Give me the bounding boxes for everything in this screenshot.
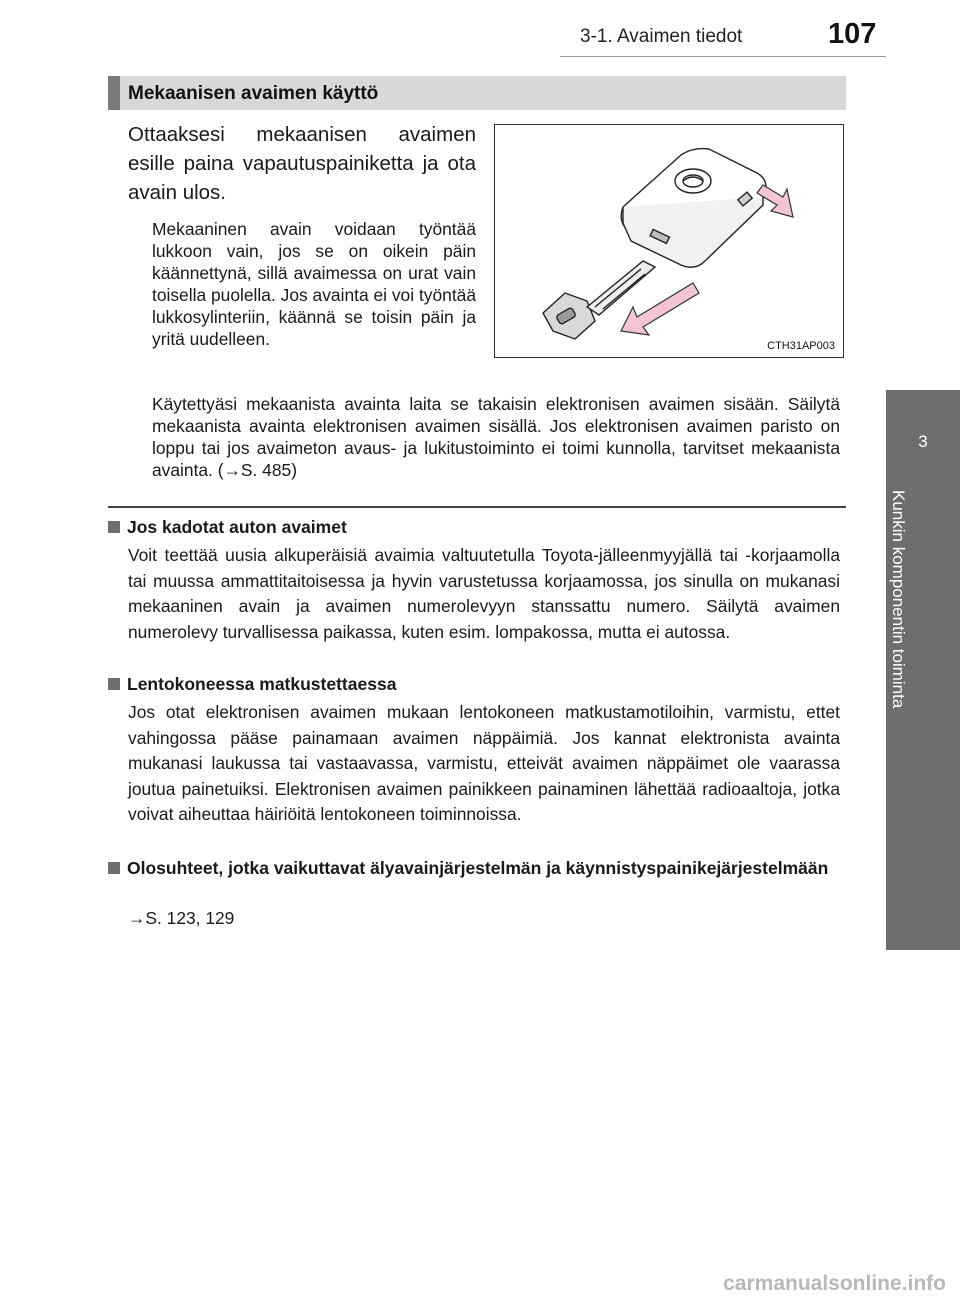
subsection-reference: →S. 123, 129 bbox=[128, 908, 235, 928]
subsection-body: Voit teettää uusia alkuperäisiä avaimia valtuutetulla Toyota-jälleenmyyjällä tai -korjaamolla tai muussa ammattitaitoisessa ja hyvin varustetussa korjaamossa, jos sinulla on mukanasi mekaaninen avain ja avaimen numerolevyyn stanssattu numero. Säilytä avaimen numerolevy turvallisessa paikassa, kuten esim. lompakossa, mutta ei autossa. bbox=[128, 545, 840, 642]
figure-code: CTH31AP003 bbox=[767, 340, 835, 352]
subsection-heading-text: Lentokoneessa matkustettaessa bbox=[127, 674, 397, 694]
pull-key-arrow bbox=[621, 283, 699, 335]
header-section-title: 3-1. Avaimen tiedot bbox=[580, 26, 743, 47]
chapter-label bbox=[889, 490, 938, 750]
key-fob bbox=[621, 149, 766, 268]
subsection-heading-text: Olosuhteet, jotka vaikuttavat älyavainjärjestelmän ja käynnistyspainikejärjestelmään bbox=[127, 858, 829, 878]
square-bullet-icon bbox=[108, 862, 120, 874]
chapter-number: 3 bbox=[918, 432, 928, 451]
subsection-heading bbox=[108, 517, 347, 538]
page-number: 107 bbox=[828, 18, 877, 50]
square-bullet-icon bbox=[108, 678, 120, 690]
subsection-body: Jos otat elektronisen avaimen mukaan lentokoneen matkustamotiloihin, varmistu, ettet vahingossa pääse painamaan avaimen näppäimiä. Jos kannat elektronista avainta mukanasi laukussa tai vastaavassa, varmistu, etteivät avaimen näppäimet ole vaarassa joutua painetuiksi. Elektronisen avaimen painikkeen painaminen lähettää radioaaltoja, jotka voivat aiheuttaa häiriöitä lentokoneen toiminnoissa. bbox=[128, 702, 840, 824]
square-bullet-icon bbox=[108, 521, 120, 533]
note-key-orientation: Mekaaninen avain voidaan työntää lukkoon vain, jos se on oikein päin käännettynä, sillä avaimessa on urat vain toisella puolella. Jos avainta ei voi työntää lukkosylinteriin, käännä se toisin päin ja yritä uudelleen. bbox=[152, 219, 476, 349]
section-divider bbox=[108, 506, 846, 508]
key-illustration bbox=[494, 124, 844, 358]
note-key-storage: Käytettyäsi mekaanista avainta laita se takaisin elektronisen avaimen sisään. Säilytä mekaanista avainta elektronisen avaimen sisällä. Jos elektronisen avaimen paristo on loppu tai jos avaimeton avaus- ja lukitustoiminto ei toimi kunnolla, tarvitset mekaanista avainta. (→S. 485) bbox=[152, 394, 840, 480]
subsection-heading bbox=[108, 674, 396, 695]
section-header-accent bbox=[108, 76, 120, 110]
header-rule bbox=[560, 56, 886, 57]
subsection-heading-text: Jos kadotat auton avaimet bbox=[127, 517, 347, 537]
watermark: carmanualsonline.info bbox=[723, 1272, 946, 1295]
key-drawing bbox=[495, 125, 843, 357]
section-title: Mekaanisen avaimen käyttö bbox=[128, 83, 379, 104]
intro-paragraph: Ottaaksesi mekaanisen avaimen esille paina vapautuspainiketta ja ota avain ulos. bbox=[128, 123, 476, 204]
subsection-heading bbox=[108, 856, 840, 881]
chapter-label-text: Kunkin komponentin toiminta bbox=[889, 490, 908, 709]
